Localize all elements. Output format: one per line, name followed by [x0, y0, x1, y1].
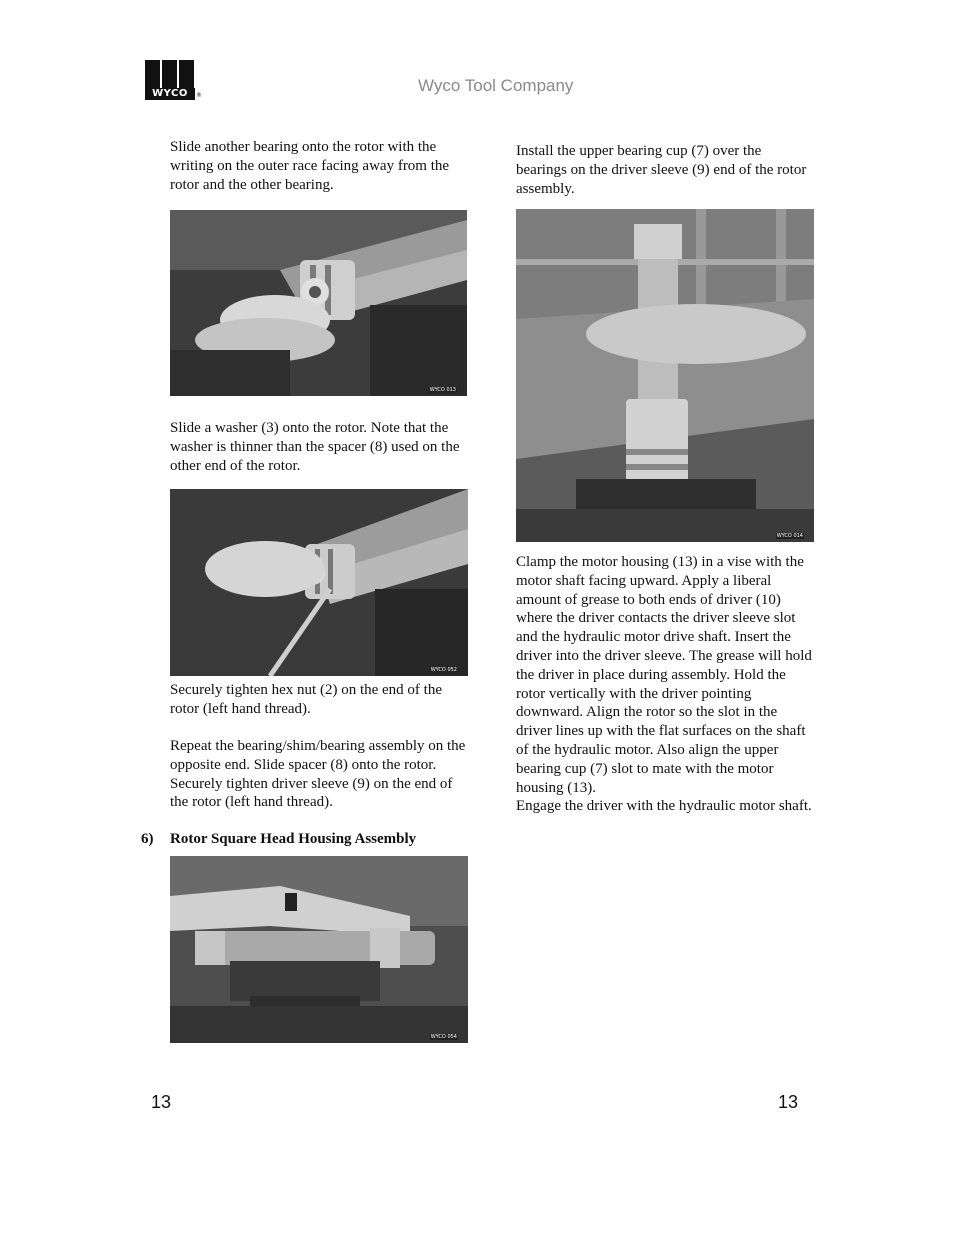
wyco-logo: [145, 60, 201, 102]
right-paragraph-1: Install the upper bearing cup (7) over the bearings on the driver sleeve (9) end of the rotor assembly.: [516, 143, 807, 197]
photo-rotor-vise: [170, 856, 468, 1043]
rotor-vise-photo-illustration: [170, 856, 468, 1043]
photo-upper-bearing-cup: [516, 209, 814, 542]
logo-bars-icon: [145, 60, 193, 88]
photo-washer-slide: [170, 489, 468, 676]
left-paragraph-4: Repeat the bearing/shim/bearing assembly on the opposite end. Slide spacer (8) onto the rotor. Securely tighten driver sleeve (9) on the end of the rotor (left hand thread).: [170, 738, 466, 811]
photo-code: WYCO 014: [776, 533, 803, 539]
left-paragraph-2: Slide a washer (3) onto the rotor. Note that the washer is thinner than the spacer (8) used on the other end of the rotor.: [170, 420, 460, 474]
left-paragraph-3: Securely tighten hex nut (2) on the end of the rotor (left hand thread).: [170, 682, 443, 717]
right-paragraph-3: Engage the driver with the hydraulic motor shaft.: [516, 798, 812, 814]
right-paragraph-2: Clamp the motor housing (13) in a vise with the motor shaft facing upward. Apply a liberal amount of grease to both ends of driver (10) where the driver contacts the driver sleeve slot and the hydraulic motor drive shaft. Insert the driver into the driver sleeve. The grease will hold the driver in place during assembly. Hold the rotor vertically with the driver pointing downward. Align the rotor so the slot in the driver lines up with the flat surfaces on the shaft of the hydraulic motor. Also align the upper bearing cup (7) slot to mate with the motor housing (13).: [516, 554, 812, 796]
washer-photo-illustration: [170, 489, 468, 676]
page-number-left: 13: [151, 1092, 172, 1112]
company-name: Wyco Tool Company: [418, 76, 574, 95]
photo-bearing-slide: [170, 210, 467, 396]
bearing-cup-photo-illustration: [516, 209, 814, 542]
photo-code: WYCO 052: [430, 667, 457, 673]
logo-wordmark: WYCO: [145, 88, 195, 100]
photo-code: WYCO 054: [430, 1034, 457, 1040]
left-paragraph-1: Slide another bearing onto the rotor with the writing on the outer race facing away from the rotor and the other bearing.: [170, 139, 450, 193]
page-number-right: 13: [778, 1092, 799, 1112]
photo-code: WYCO 013: [429, 387, 456, 393]
section-heading: Rotor Square Head Housing Assembly: [170, 831, 417, 847]
bearing-photo-illustration: [170, 210, 467, 396]
section-number: 6): [141, 831, 154, 847]
registered-mark-icon: ®: [196, 92, 202, 99]
